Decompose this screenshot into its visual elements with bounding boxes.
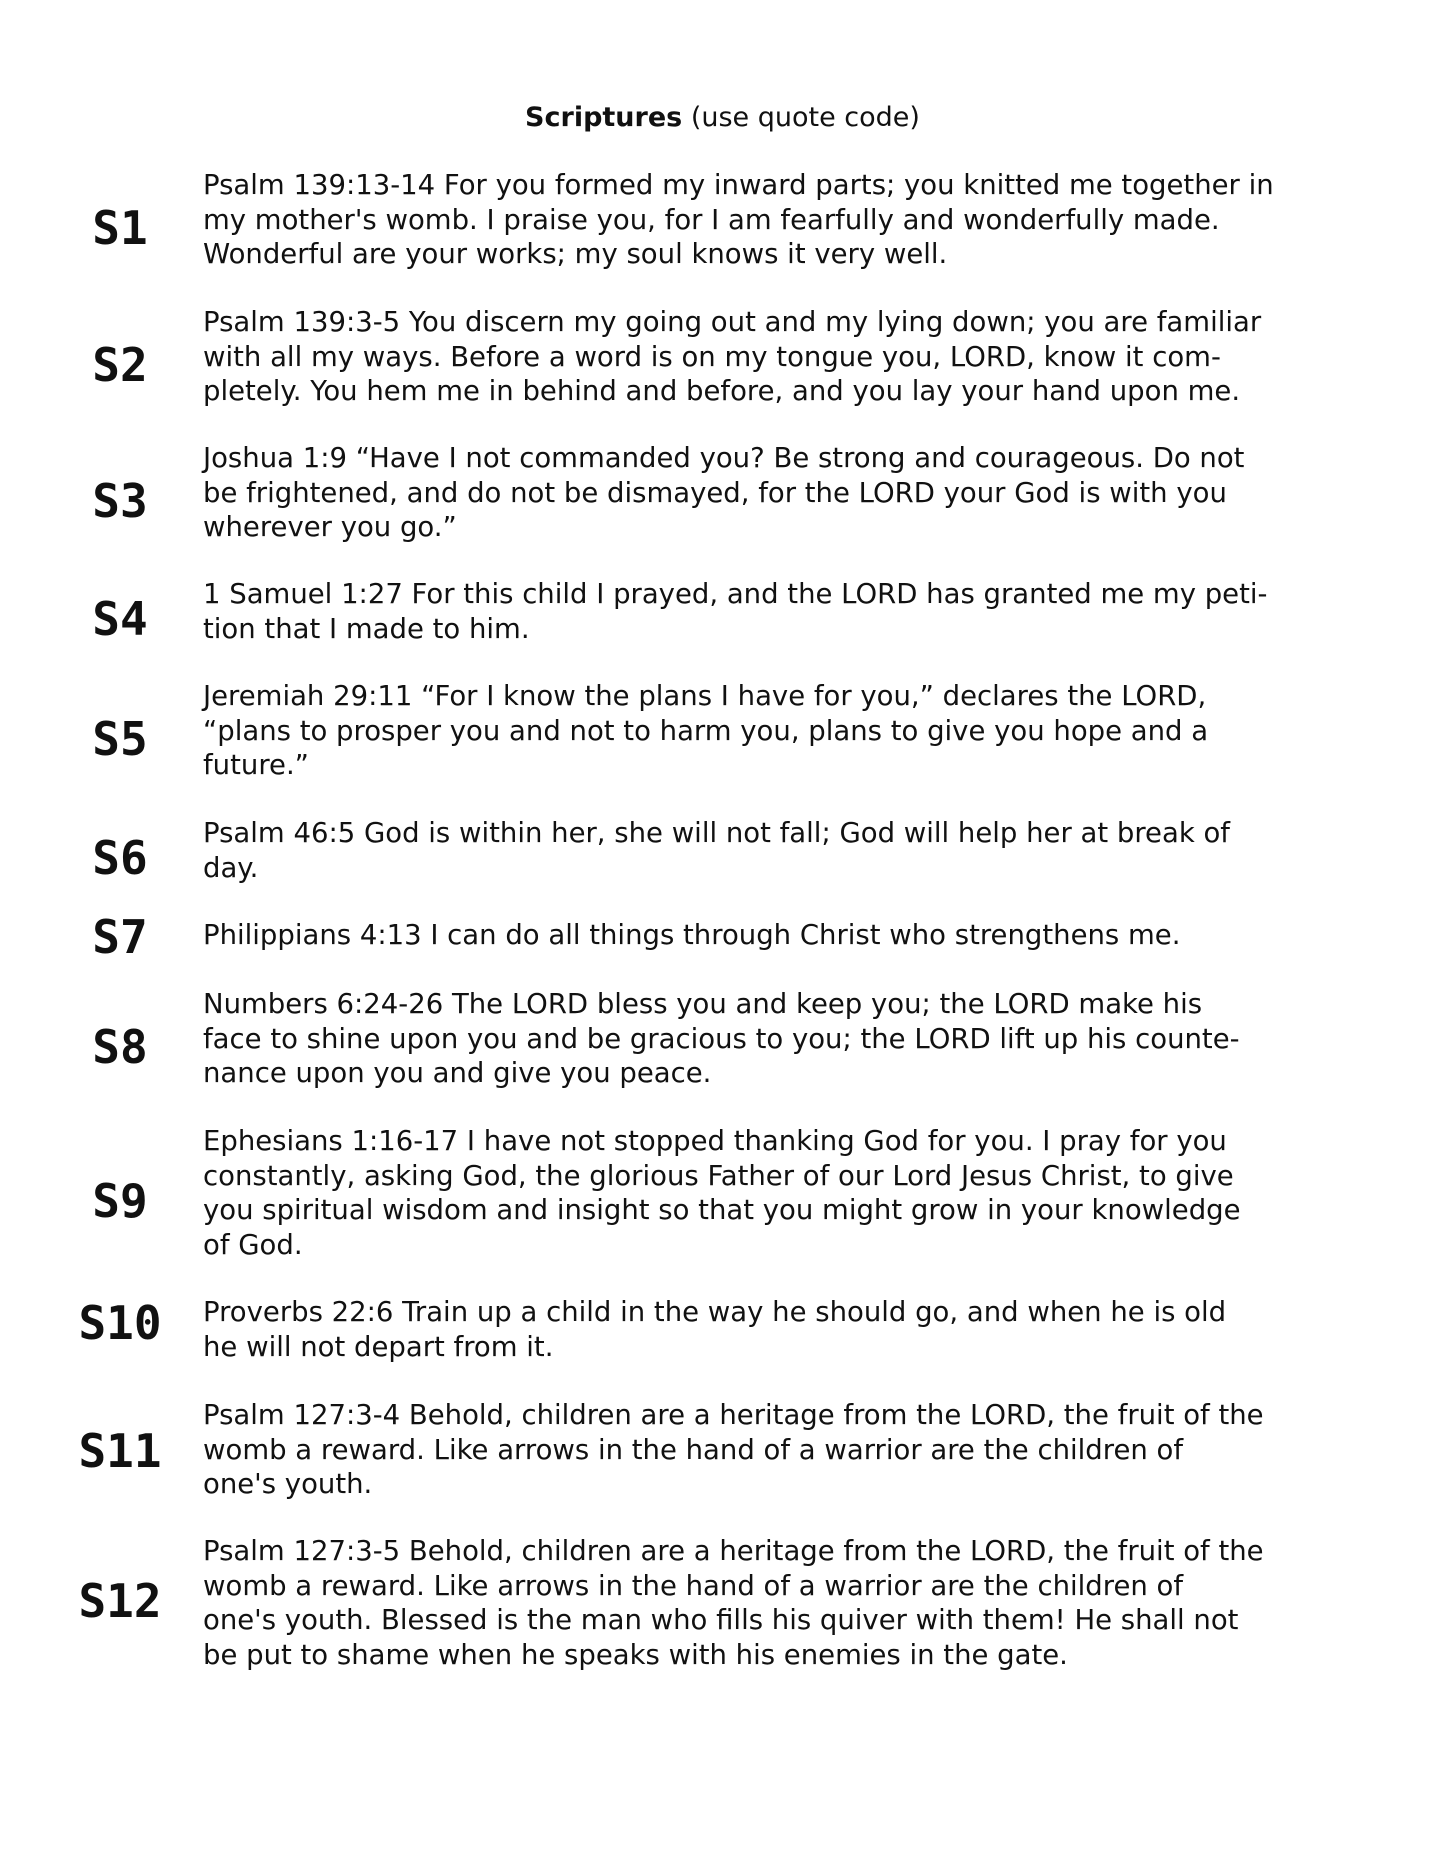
scripture-text: [203, 168, 1323, 272]
scripture-text: [203, 816, 1323, 885]
scripture-line: Philippians 4:13 I can do all things through Christ who strengthens me.: [203, 919, 1181, 951]
scripture-line: “plans to prosper you and not to harm you, plans to give you hope and a: [203, 714, 1209, 747]
scripture-line: you spiritual wisdom and insight so that you might grow in your knowledge: [203, 1194, 1241, 1226]
scripture-line: Wonderful are your works; my soul knows it very well.: [203, 238, 948, 270]
quote-code: S10: [78, 1296, 162, 1350]
quote-code: S6: [92, 831, 148, 885]
quote-code: S5: [92, 712, 148, 766]
scripture-line: 1 Samuel 1:27 For this child I prayed, and the LORD has granted me my peti-: [203, 578, 1268, 610]
scripture-line: with all my ways. Before a word is on my tongue you, LORD, know it com-: [203, 340, 1221, 373]
scripture-line: constantly, asking God, the glorious Father of our Lord Jesus Christ, to give: [203, 1159, 1234, 1192]
scripture-line: Psalm 139:13-14 For you formed my inward parts; you knitted me together in: [203, 169, 1274, 201]
scripture-text: [203, 918, 1323, 953]
scripture-line: Ephesians 1:16-17 I have not stopped thanking God for you. I pray for you: [203, 1125, 1227, 1157]
title-bold: Scriptures: [525, 102, 683, 133]
quote-code: S11: [78, 1424, 162, 1478]
scripture-line: one's youth. Blessed is the man who fills his quiver with them! He shall not: [203, 1604, 1239, 1636]
scripture-line: future.”: [203, 749, 309, 781]
scripture-line: Numbers 6:24-26 The LORD bless you and keep you; the LORD make his: [203, 988, 1203, 1020]
scripture-line: one's youth.: [203, 1468, 373, 1500]
quote-code: S7: [92, 910, 148, 964]
scripture-line: my mother's womb. I praise you, for I am fearfully and wonderfully made.: [203, 203, 1220, 236]
scripture-line: Psalm 139:3-5 You discern my going out and my lying down; you are familiar: [203, 306, 1262, 338]
scripture-text: [203, 1398, 1323, 1502]
scripture-text: [203, 441, 1323, 545]
scripture-line: Psalm 46:5 God is within her, she will not fall; God will help her at break of: [203, 817, 1230, 849]
title-subtitle: (use quote code): [690, 102, 920, 133]
scripture-line: nance upon you and give you peace.: [203, 1057, 712, 1089]
quote-code: S9: [92, 1174, 148, 1228]
quote-code: S12: [78, 1574, 162, 1628]
scripture-text: [203, 1534, 1323, 1672]
scripture-text: [203, 1124, 1323, 1262]
scripture-line: Psalm 127:3-5 Behold, children are a heritage from the LORD, the fruit of the: [203, 1535, 1264, 1567]
scripture-text: [203, 305, 1323, 409]
scripture-text: [203, 679, 1323, 783]
scripture-line: face to shine upon you and be gracious to you; the LORD lift up his counte-: [203, 1022, 1240, 1055]
scripture-line: Proverbs 22:6 Train up a child in the way he should go, and when he is old: [203, 1296, 1227, 1328]
scripture-text: [203, 577, 1323, 646]
quote-code: S8: [92, 1020, 148, 1074]
scripture-line: Psalm 127:3-4 Behold, children are a heritage from the LORD, the fruit of the: [203, 1399, 1264, 1431]
scripture-line: womb a reward. Like arrows in the hand of a warrior are the children of: [203, 1569, 1184, 1602]
scripture-line: Joshua 1:9 “Have I not commanded you? Be strong and courageous. Do not: [203, 442, 1245, 474]
scripture-line: Jeremiah 29:11 “For I know the plans I have for you,” declares the LORD,: [203, 680, 1207, 712]
scripture-text: [203, 987, 1323, 1091]
scripture-line: be frightened, and do not be dismayed, for the LORD your God is with you: [203, 476, 1227, 509]
scripture-line: be put to shame when he speaks with his enemies in the gate.: [203, 1638, 1068, 1671]
quote-code: S4: [92, 592, 148, 646]
quote-code: S3: [92, 474, 148, 528]
scripture-line: of God.: [203, 1228, 303, 1261]
scripture-line: he will not depart from it.: [203, 1330, 554, 1363]
scripture-line: tion that I made to him.: [203, 612, 530, 645]
quote-code: S2: [92, 338, 148, 392]
scripture-line: womb a reward. Like arrows in the hand of a warrior are the children of: [203, 1433, 1184, 1466]
page-title: [0, 98, 1445, 138]
scripture-text: [203, 1295, 1323, 1364]
scripture-line: day.: [203, 851, 259, 884]
quote-code: S1: [92, 201, 148, 255]
scripture-line: wherever you go.”: [203, 511, 457, 543]
scripture-line: pletely. You hem me in behind and before, and you lay your hand upon me.: [203, 375, 1241, 407]
